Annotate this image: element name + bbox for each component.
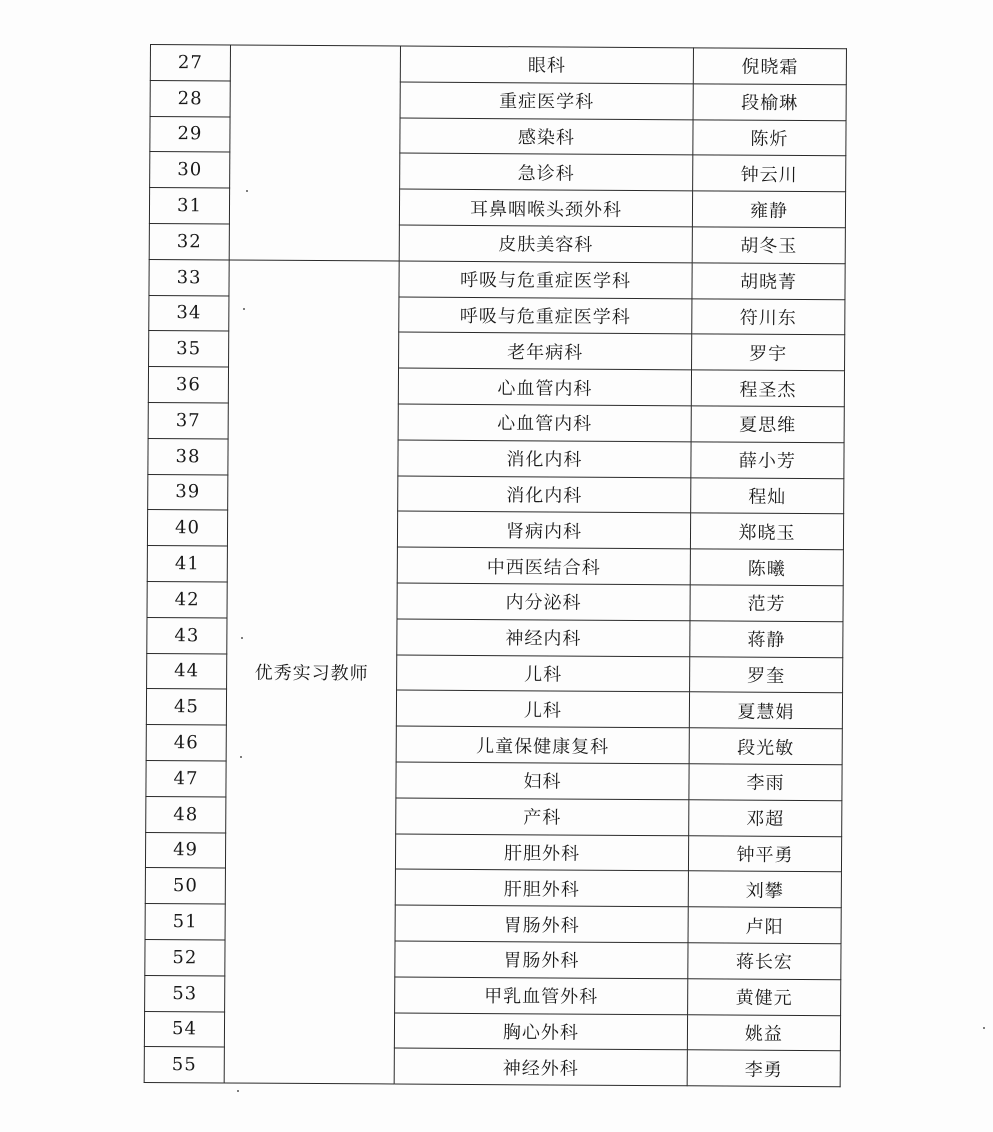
row-number: 27 (150, 45, 230, 81)
department-cell: 胃肠外科 (395, 905, 688, 943)
teacher-name-cell: 钟云川 (693, 155, 846, 192)
row-number: 28 (150, 80, 230, 116)
row-number: 52 (145, 939, 225, 975)
teacher-name-cell: 罗宇 (692, 334, 845, 371)
teacher-roster-table (144, 44, 847, 1087)
department-cell: 儿童保健康复科 (396, 726, 689, 764)
teacher-name-cell: 倪晓霜 (693, 48, 846, 85)
department-cell: 神经内科 (397, 619, 690, 657)
row-number: 41 (147, 546, 227, 582)
teacher-name-cell: 蒋静 (690, 621, 843, 658)
row-number: 55 (144, 1047, 224, 1083)
row-number: 45 (146, 689, 226, 725)
department-cell: 中西医结合科 (397, 547, 690, 585)
department-cell: 胃肠外科 (395, 941, 688, 979)
department-cell: 老年病科 (399, 332, 692, 370)
row-number: 40 (147, 510, 227, 546)
teacher-name-cell: 黄健元 (688, 979, 841, 1016)
scan-speck (241, 637, 243, 639)
department-cell: 皮肤美容科 (399, 225, 692, 263)
teacher-name-cell: 程圣杰 (691, 370, 844, 407)
teacher-name-cell: 陈炘 (693, 119, 846, 156)
row-number: 42 (147, 581, 227, 617)
department-cell: 肝胆外科 (395, 834, 688, 872)
department-cell: 甲乳血管外科 (395, 977, 688, 1015)
table-row (150, 45, 846, 85)
department-cell: 胸心外科 (394, 1013, 687, 1051)
row-number: 35 (149, 331, 229, 367)
row-number: 38 (148, 438, 228, 474)
teacher-name-cell: 李雨 (689, 764, 842, 801)
teacher-name-cell: 程灿 (691, 477, 844, 514)
department-cell: 肾病内科 (397, 511, 690, 549)
award-category: 优秀实习教师 (224, 260, 399, 1084)
department-cell: 儿科 (396, 690, 689, 728)
teacher-name-cell: 胡冬玉 (692, 227, 845, 264)
department-cell: 急诊科 (400, 153, 693, 191)
teacher-name-cell: 蒋长宏 (688, 943, 841, 980)
department-cell: 呼吸与危重症医学科 (399, 261, 692, 299)
award-category-cell (229, 45, 400, 261)
row-number: 46 (146, 725, 226, 761)
teacher-name-cell: 段榆琳 (693, 84, 846, 121)
teacher-name-cell: 雍静 (692, 191, 845, 228)
row-number: 43 (147, 617, 227, 653)
department-cell: 产科 (396, 798, 689, 836)
department-cell: 眼科 (400, 46, 693, 84)
row-number: 44 (147, 653, 227, 689)
row-number: 51 (145, 904, 225, 940)
teacher-name-cell: 卢阳 (688, 907, 841, 944)
row-number: 53 (145, 975, 225, 1011)
teacher-name-cell: 薛小芳 (691, 442, 844, 479)
teacher-name-cell: 陈曦 (690, 549, 843, 586)
row-number: 48 (146, 796, 226, 832)
department-cell: 耳鼻咽喉头颈外科 (399, 189, 692, 227)
row-number: 29 (150, 116, 230, 152)
teacher-name-cell: 段光敏 (689, 728, 842, 765)
row-number: 36 (148, 367, 228, 403)
roster-body (144, 45, 846, 1087)
teacher-name-cell: 刘攀 (688, 871, 841, 908)
teacher-name-cell: 姚益 (687, 1014, 840, 1051)
row-number: 47 (146, 760, 226, 796)
teacher-name-cell: 符川东 (692, 298, 845, 335)
row-number: 37 (148, 402, 228, 438)
teacher-name-cell: 邓超 (689, 800, 842, 837)
teacher-name-cell: 李勇 (687, 1050, 840, 1087)
department-cell: 心血管内科 (398, 404, 691, 442)
row-number: 50 (145, 868, 225, 904)
teacher-name-cell: 钟平勇 (688, 835, 841, 872)
teacher-name-cell: 夏慧娟 (689, 692, 842, 729)
teacher-name-cell: 罗奎 (690, 656, 843, 693)
department-cell: 神经外科 (394, 1048, 687, 1086)
row-number: 49 (145, 832, 225, 868)
department-cell: 感染科 (400, 118, 693, 156)
department-cell: 心血管内科 (398, 368, 691, 406)
department-cell: 消化内科 (398, 440, 691, 478)
row-number: 39 (148, 474, 228, 510)
row-number: 54 (144, 1011, 224, 1047)
row-number: 31 (149, 188, 229, 224)
scan-speck (243, 308, 245, 310)
department-cell: 儿科 (397, 655, 690, 693)
department-cell: 肝胆外科 (395, 869, 688, 907)
department-cell: 妇科 (396, 762, 689, 800)
department-cell: 消化内科 (398, 476, 691, 514)
row-number: 32 (149, 223, 229, 259)
row-number: 33 (149, 259, 229, 295)
department-cell: 重症医学科 (400, 82, 693, 120)
teacher-name-cell: 夏思维 (691, 406, 844, 443)
department-cell: 呼吸与危重症医学科 (399, 297, 692, 335)
row-number: 34 (149, 295, 229, 331)
teacher-name-cell: 郑晓玉 (690, 513, 843, 550)
teacher-name-cell: 范芳 (690, 585, 843, 622)
scan-speck (983, 1027, 985, 1029)
scan-speck (240, 756, 242, 758)
scan-speck (246, 190, 248, 192)
scan-speck (237, 1090, 239, 1092)
row-number: 30 (150, 152, 230, 188)
table-row (149, 259, 845, 299)
teacher-name-cell: 胡晓菁 (692, 263, 845, 300)
department-cell: 内分泌科 (397, 583, 690, 621)
